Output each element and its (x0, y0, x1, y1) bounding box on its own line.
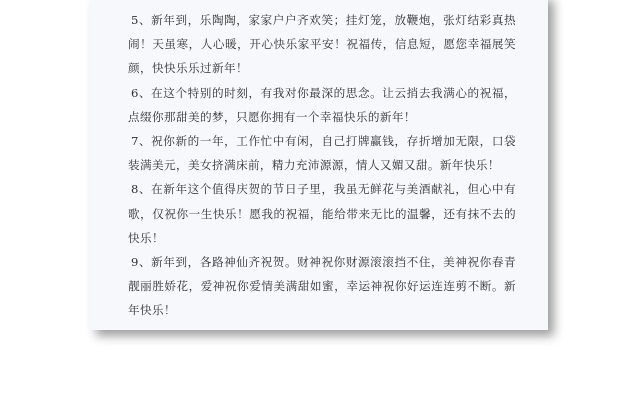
paragraph-text: 在新年这个值得庆贺的节日子里，我虽无鲜花与美酒献礼，但心中有歌，仅祝你一生快乐！愿我的祝福，能给带来无比的温馨，还有抹不去的快乐！ (128, 182, 516, 245)
paragraph-text: 新年到，乐陶陶，家家户户齐欢笑；挂灯笼，放鞭炮，张灯结彩真热闹！天虽寒，人心暖，开心快乐家平安！祝福传，信息短，愿您幸福展笑颜，快快乐乐过新年！ (128, 13, 516, 76)
paragraph-number: 9、 (131, 255, 152, 270)
paragraph-6 (128, 81, 516, 129)
paragraph-5 (128, 8, 516, 81)
paragraph-text: 祝你新的一年，工作忙中有闲，自己打牌赢钱，存折增加无限，口袋装满美元，美女挤满床前，精力充沛源源，情人又媚又甜。新年快乐！ (128, 134, 516, 173)
document-page (90, 0, 548, 330)
paragraph-number: 8、 (131, 182, 152, 197)
paragraph-7 (128, 129, 516, 177)
paragraph-text: 在这个特别的时刻，有我对你最深的思念。让云捎去我满心的祝福，点缀你那甜美的梦，只愿你拥有一个幸福快乐的新年！ (128, 85, 516, 124)
paragraph-number: 7、 (131, 134, 152, 149)
paragraph-8 (128, 177, 516, 250)
paragraph-number: 5、 (131, 13, 152, 27)
paragraph-number: 6、 (131, 85, 152, 100)
paragraph-9 (128, 250, 516, 323)
paragraph-text: 新年到，各路神仙齐祝贺。财神祝你财源滚滚挡不住，美神祝你春青靓丽胜娇花，爱神祝你爱情美满甜如蜜，幸运神祝你好运连连剪不断。新年快乐！ (128, 255, 516, 318)
